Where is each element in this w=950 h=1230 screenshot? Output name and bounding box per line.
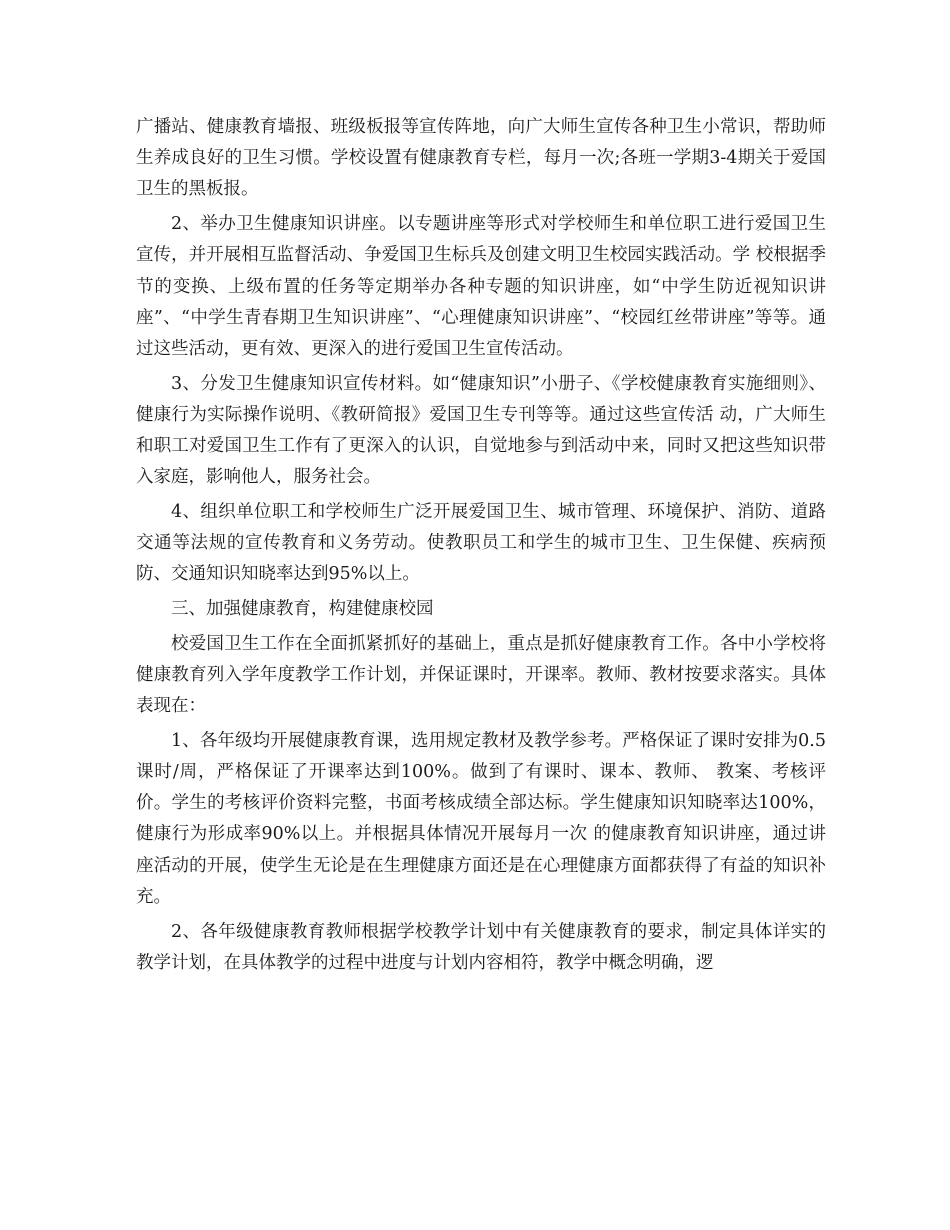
paragraph-2: 2、举办卫生健康知识讲座。以专题讲座等形式对学校师生和单位职工进行爱国卫生宣传，并开展相互监督活动、争爱国卫生标兵及创建文明卫生校园实践活动。学 校根据季节的变换、上级布置的任务等定期举办各种专题的知识讲座，如“中学生防近视知识讲座”、“中学生青春期卫生知识讲座”、“心理健康知识讲座”、“校园红丝带讲座”等等。通过这些活动，更有效、更深入的进行爱国卫生宣传活动。 <box>136 214 826 359</box>
document-page <box>136 112 826 982</box>
paragraph-4: 4、组织单位职工和学校师生广泛开展爱国卫生、城市管理、环境保护、消防、道路交通等法规的宣传教育和义务劳动。使教职员工和学生的城市卫生、卫生保健、疾病预防、交通知识知晓率达到95%以上。 <box>136 501 826 585</box>
paragraph-3: 3、分发卫生健康知识宣传材料。如“健康知识”小册子、《学校健康教育实施细则》、健康行为实际操作说明、《教研简报》爱国卫生专刊等等。通过这些宣传活 动，广大师生和职工对爱国卫生工作有了更深入的认识，自觉地参与到活动中来，同时又把这些知识带入家庭，影响他人，服务社会。 <box>136 373 826 488</box>
section-heading: 三、加强健康教育，构建健康校园 <box>171 599 434 620</box>
paragraph-5: 校爱国卫生工作在全面抓紧抓好的基础上，重点是抓好健康教育工作。各中小学校将健康教育列入学年度教学工作计划，并保证课时，开课率。教师、教材按要求落实。具体表现在： <box>136 633 826 717</box>
paragraph-7: 2、各年级健康教育教师根据学校教学计划中有关健康教育的要求，制定具体详实的教学计划，在具体教学的过程中进度与计划内容相符，教学中概念明确，逻 <box>136 921 826 973</box>
paragraph-6: 1、各年级均开展健康教育课，选用规定教材及教学参考。严格保证了课时安排为0.5课时/周，严格保证了开课率达到100%。做到了有课时、课本、教师、 教案、考核评价。学生的考核评价资料完整，书面考核成绩全部达标。学生健康知识知晓率达100%，健康行为形成率90%以上。并根据具体情况开展每月一次 的健康教育知识讲座，通过讲座活动的开展，使学生无论是在生理健康方面还是在心理健康方面都获得了有益的知识补充。 <box>136 730 826 907</box>
paragraph-1: 广播站、健康教育墙报、班级板报等宣传阵地，向广大师生宣传各种卫生小常识，帮助师生养成良好的卫生习惯。学校设置有健康教育专栏，每月一次;各班一学期3-4期关于爱国卫生的黑板报。 <box>136 117 826 200</box>
